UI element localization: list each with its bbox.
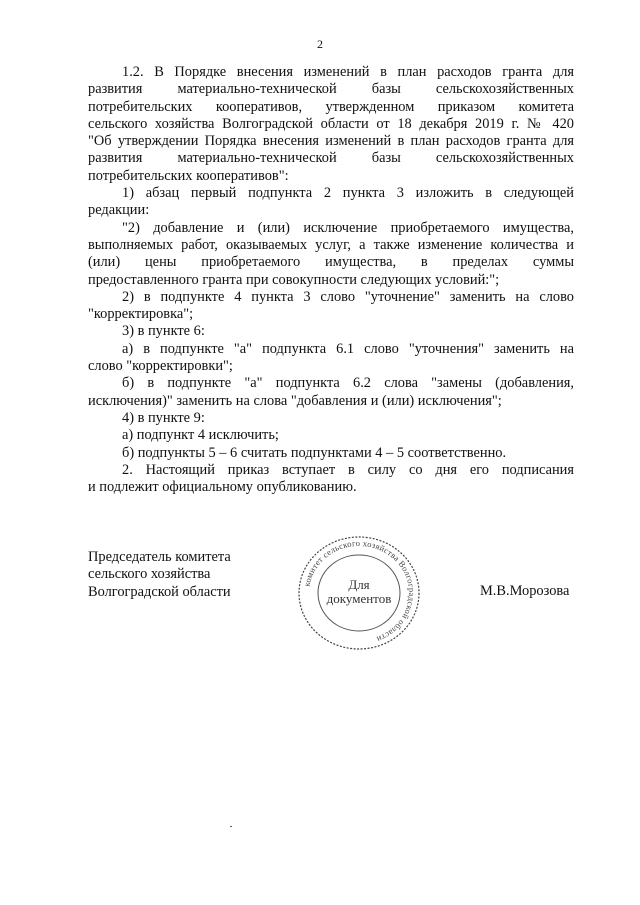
stamp-ring-text: комитет сельского хозяйства Волгоградской области [301, 537, 418, 645]
text-line: "корректировка"; [88, 306, 194, 323]
signatory-position-line: сельского хозяйства [88, 566, 211, 583]
text-line: а) в подпункте "а" подпункта 6.1 слово "уточнения" заменить на [122, 340, 574, 357]
signatory-position-line: Председатель комитета [88, 549, 231, 565]
text-line: 1.2. В Порядке внесения изменений в план расходов гранта для [122, 64, 574, 80]
text-line: предоставленного гранта при совокупности следующих условий:"; [88, 271, 500, 288]
stamp-center-line: Для [348, 577, 370, 592]
text-line: развития материально-технической базы сельскохозяйственных [88, 150, 574, 167]
text-line: и подлежит официальному опубликованию. [88, 479, 357, 496]
signatory-position [88, 549, 231, 601]
text-line: слово "корректировки"; [88, 358, 233, 375]
paragraph [88, 64, 574, 185]
text-line: 2. Настоящий приказ вступает в силу со дня его подписания [122, 461, 574, 478]
text-line: 1) абзац первый подпункта 2 пункта 3 изложить в следующей [122, 185, 574, 202]
signatory-name: М.В.Морозова [480, 583, 570, 599]
paragraph [88, 220, 574, 289]
paragraph [88, 445, 574, 462]
text-line: б) подпункты 5 – 6 считать подпунктами 4 – 5 соответственно. [122, 444, 507, 461]
text-line: потребительских кооперативов": [88, 167, 289, 184]
paragraph [88, 341, 574, 376]
text-line: 2) в подпункте 4 пункта 3 слово "уточнение" заменить на слово [122, 288, 574, 305]
document-body [88, 64, 574, 496]
text-line: "2) добавление и (или) исключение приобретаемого имущества, [122, 219, 574, 236]
text-line: а) подпункт 4 исключить; [122, 427, 279, 444]
text-line: "Об утверждении Порядка внесения изменений в план расходов гранта для [88, 133, 574, 150]
text-line: потребительских кооперативов, утвержденном приказом комитета [88, 98, 574, 115]
text-line: б) в подпункте "а" подпункта 6.2 слова "замены (добавления, [122, 375, 574, 392]
text-line: 3) в пункте 6: [122, 323, 205, 340]
stamp-center-line: документов [326, 591, 392, 606]
scan-speck [230, 826, 232, 827]
text-line: исключения)" заменить на слова "добавления и (или) исключения"; [88, 392, 502, 409]
text-line: (или) цены приобретаемого имущества, в пределах суммы [88, 254, 574, 271]
paragraph [88, 375, 574, 410]
paragraph [88, 410, 574, 427]
official-stamp [295, 533, 423, 653]
text-line: выполняемых работ, оказываемых услуг, а также изменение количества и [88, 236, 574, 253]
text-line: 4) в пункте 9: [122, 409, 205, 426]
paragraph [88, 289, 574, 324]
paragraph [88, 185, 574, 220]
paragraph [88, 427, 574, 444]
text-line: сельского хозяйства Волгоградской области от 18 декабря 2019 г. № 420 [88, 115, 574, 132]
text-line: развития материально-технической базы сельскохозяйственных [88, 81, 574, 98]
signatory-position-line: Волгоградской области [88, 583, 231, 600]
paragraph [88, 323, 574, 340]
paragraph [88, 462, 574, 497]
page-number: 2 [317, 37, 323, 51]
text-line: редакции: [88, 202, 150, 219]
